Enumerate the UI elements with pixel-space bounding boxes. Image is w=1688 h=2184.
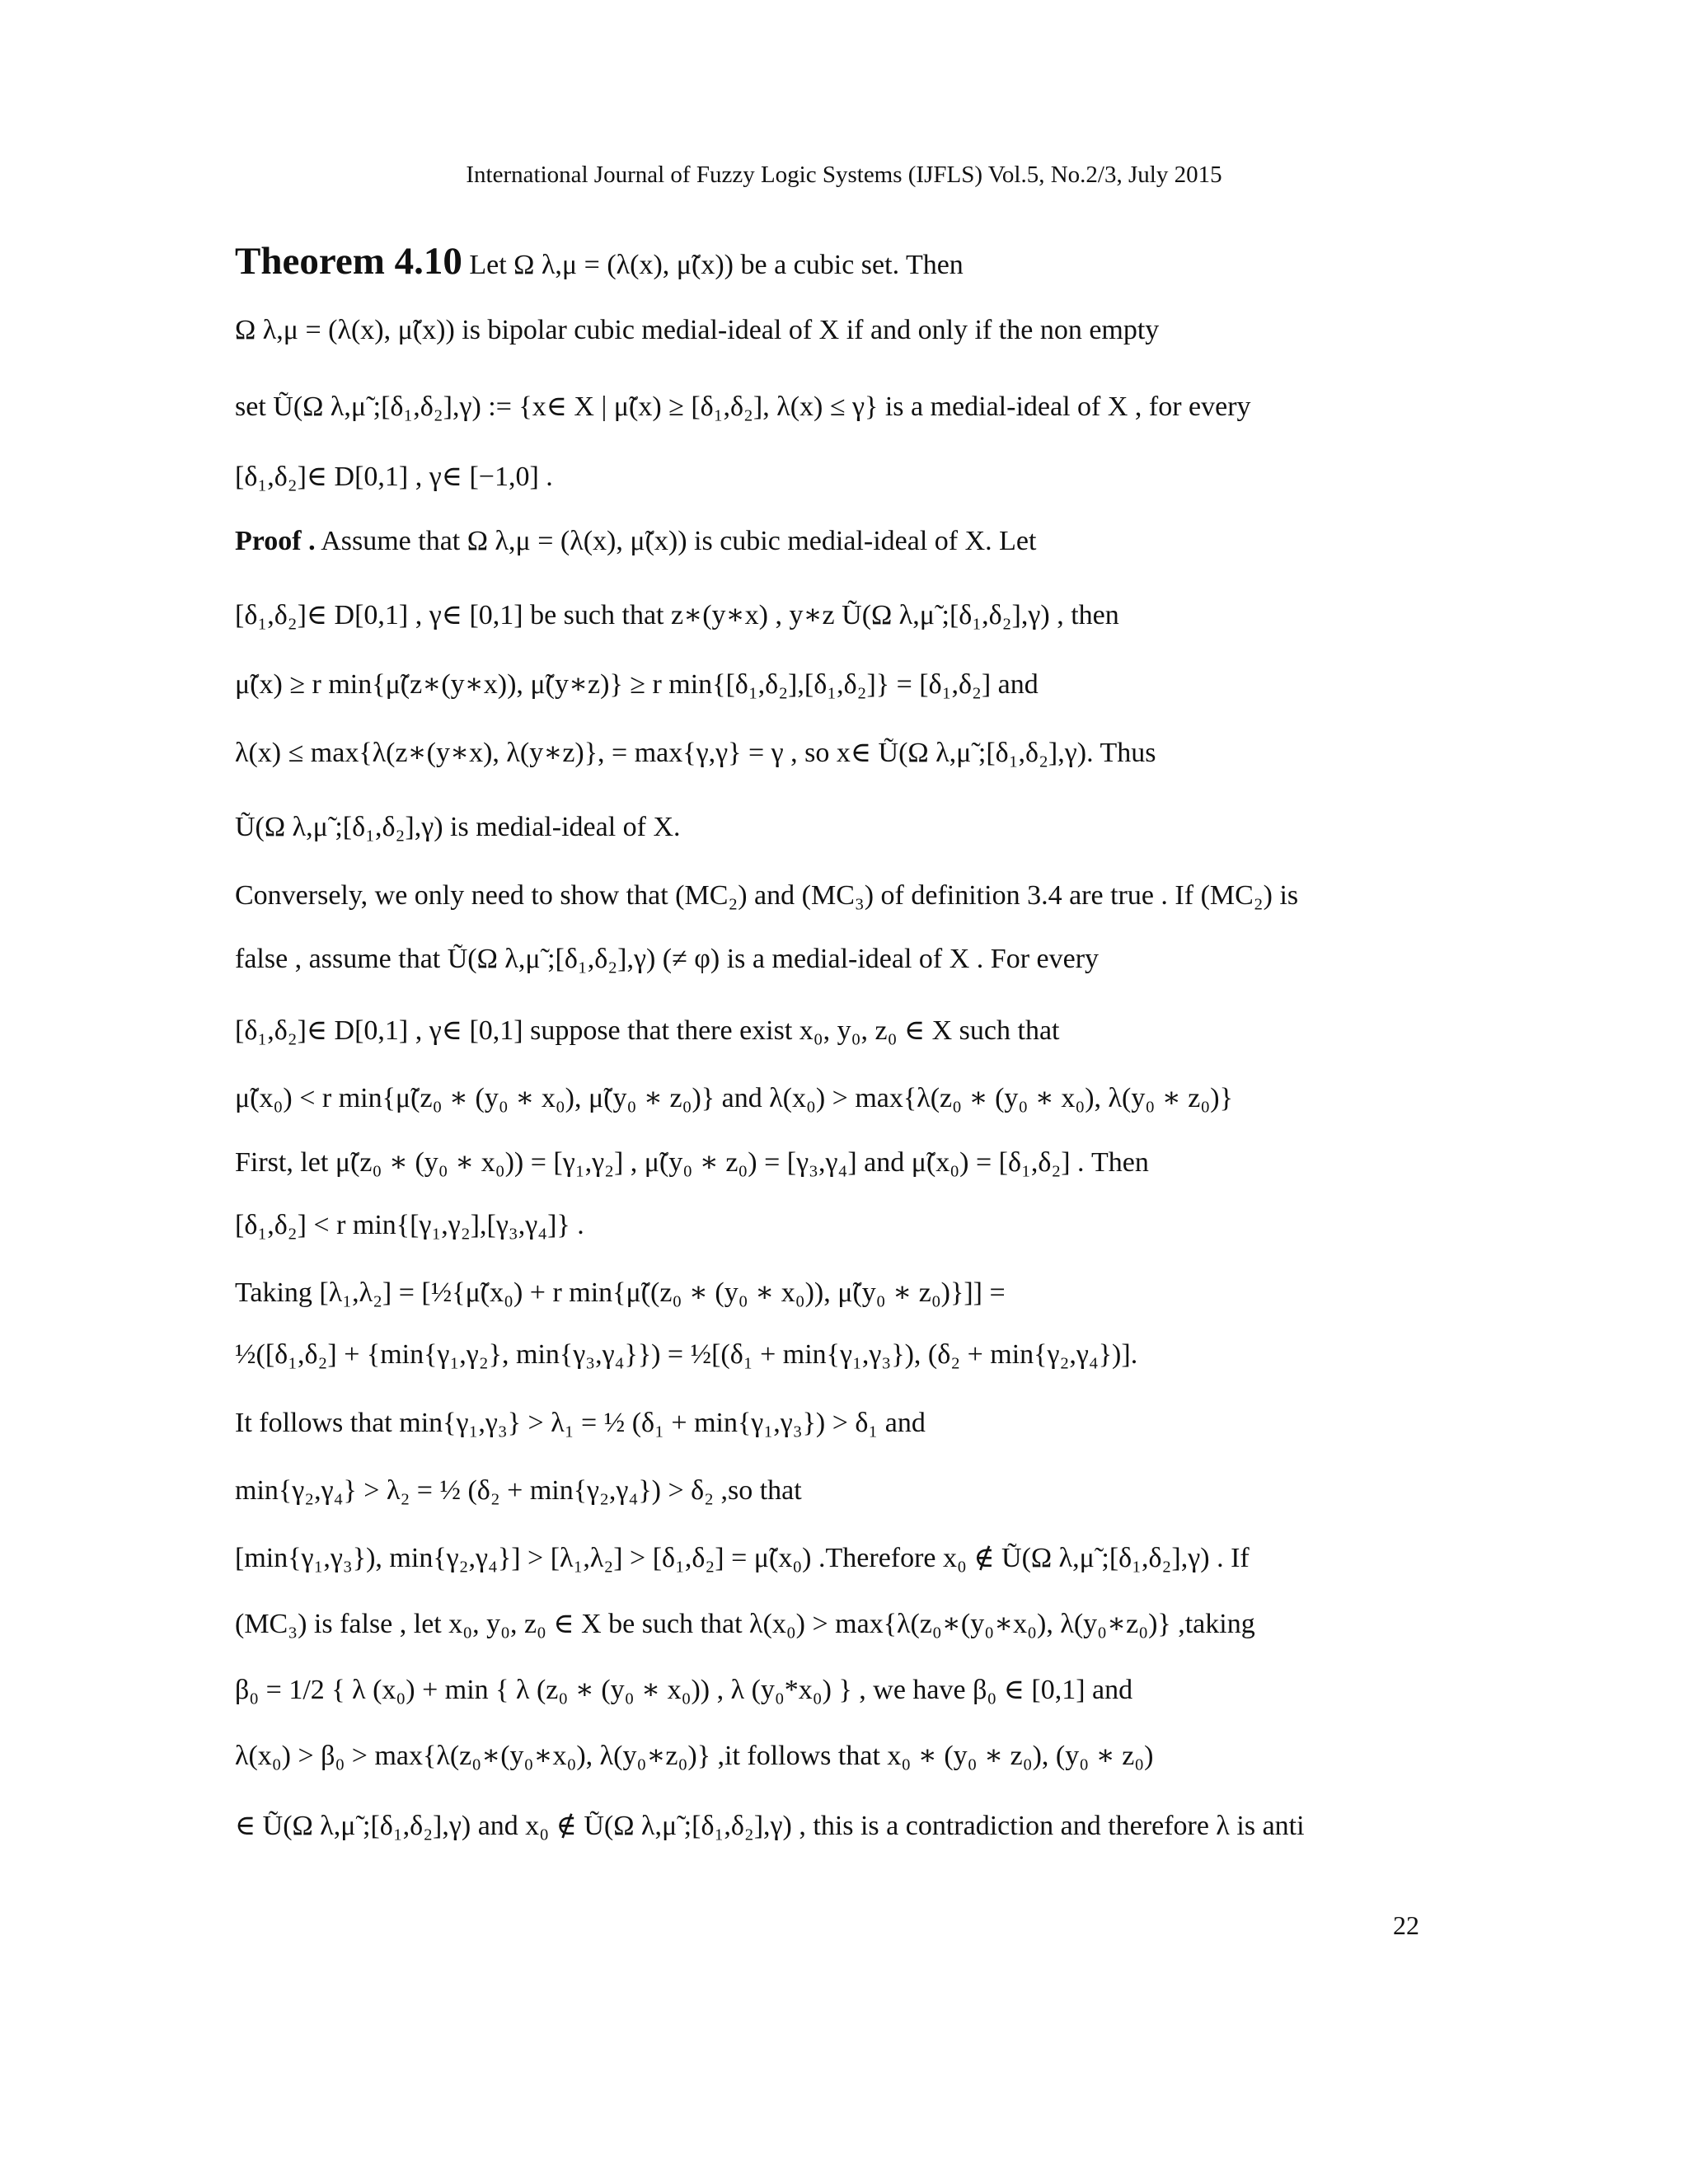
proof-line-6: Conversely, we only need to show that (MC₂) and (MC₃) of definition 3.4 are true . If (MC₂) is	[235, 880, 1299, 911]
proof-line-10: First, let μ̃(z₀ ∗ (y₀ ∗ x₀)) = [γ₁,γ₂] , μ̃(y₀ ∗ z₀) = [γ₃,γ₄] and μ̃(x₀) = [δ₁,δ₂] . Then	[235, 1147, 1149, 1178]
page-number: 22	[1393, 1910, 1419, 1940]
proof-label: Proof .	[235, 526, 316, 556]
proof-line-2: [δ₁,δ₂]∈ D[0,1] , γ∈ [0,1] be such that z∗(y∗x) , y∗z Ũ(Ω λ,μ̃ ;[δ₁,δ₂],γ) , then	[235, 600, 1119, 630]
proof-line-11: [δ₁,δ₂] < r min{[γ₁,γ₂],[γ₃,γ₄]} .	[235, 1210, 584, 1240]
running-header: International Journal of Fuzzy Logic Systems (IJFLS) Vol.5, No.2/3, July 2015	[466, 162, 1222, 188]
proof-line-14: It follows that min{γ₁,γ₃} > λ₁ = ½ (δ₁ + min{γ₁,γ₃}) > δ₁ and	[235, 1408, 926, 1438]
theorem-line-4: [δ₁,δ₂]∈ D[0,1] , γ∈ [−1,0] .	[235, 462, 553, 492]
proof-line-15: min{γ₂,γ₄} > λ₂ = ½ (δ₂ + min{γ₂,γ₄}) > δ₂ ,so that	[235, 1475, 802, 1506]
proof-line-13: ½([δ₁,δ₂] + {min{γ₁,γ₂}, min{γ₃,γ₄}}) = ½[(δ₁ + min{γ₁,γ₃}), (δ₂ + min{γ₂,γ₄})].	[235, 1339, 1138, 1370]
proof-line-8: [δ₁,δ₂]∈ D[0,1] , γ∈ [0,1] suppose that there exist x₀, y₀, z₀ ∈ X such that	[235, 1015, 1060, 1046]
proof-line-5: Ũ(Ω λ,μ̃ ;[δ₁,δ₂],γ) is medial-ideal of X.	[235, 812, 681, 842]
proof-text: Assume that Ω λ,μ = (λ(x), μ̃(x)) is cubic medial-ideal of X. Let	[315, 526, 1037, 556]
theorem-line-3: set Ũ(Ω λ,μ̃ ;[δ₁,δ₂],γ) := {x∈ X | μ̃(x) ≥ [δ₁,δ₂], λ(x) ≤ γ} is a medial-ideal of X , for every	[235, 391, 1251, 422]
proof-line-20: ∈ Ũ(Ω λ,μ̃ ;[δ₁,δ₂],γ) and x₀ ∉ Ũ(Ω λ,μ̃ ;[δ₁,δ₂],γ) , this is a contradiction and therefore λ is anti	[235, 1811, 1305, 1841]
proof-line-18: β₀ = 1/2 { λ (x₀) + min { λ (z₀ ∗ (y₀ ∗ x₀)) , λ (y₀*x₀) } , we have β₀ ∈ [0,1] and	[235, 1675, 1133, 1705]
theorem-line-2: Ω λ,μ = (λ(x), μ̃(x)) is bipolar cubic medial-ideal of X if and only if the non empty	[235, 315, 1160, 345]
theorem-text: Let Ω λ,μ = (λ(x), μ̃(x)) be a cubic set. Then	[462, 250, 964, 280]
proof-line-1	[235, 526, 1455, 557]
proof-line-16: [min{γ₁,γ₃}), min{γ₂,γ₄}] > [λ₁,λ₂] > [δ₁,δ₂] = μ̃(x₀) .Therefore x₀ ∉ Ũ(Ω λ,μ̃ ;[δ₁,δ₂],γ) . If	[235, 1543, 1250, 1573]
proof-line-7: false , assume that Ũ(Ω λ,μ̃ ;[δ₁,δ₂],γ) (≠ φ) is a medial-ideal of X . For every	[235, 944, 1100, 974]
theorem-label: Theorem 4.10	[235, 240, 462, 283]
proof-line-17: (MC₃) is false , let x₀, y₀, z₀ ∈ X be such that λ(x₀) > max{λ(z₀∗(y₀∗x₀), λ(y₀∗z₀)} ,taking	[235, 1609, 1255, 1639]
proof-line-19: λ(x₀) > β₀ > max{λ(z₀∗(y₀∗x₀), λ(y₀∗z₀)} ,it follows that x₀ ∗ (y₀ ∗ z₀), (y₀ ∗ z₀)	[235, 1741, 1154, 1771]
theorem-line-1	[235, 239, 1455, 284]
proof-line-3: μ̃(x) ≥ r min{μ̃(z∗(y∗x)), μ̃(y∗z)} ≥ r min{[δ₁,δ₂],[δ₁,δ₂]} = [δ₁,δ₂] and	[235, 669, 1039, 700]
proof-line-4: λ(x) ≤ max{λ(z∗(y∗x), λ(y∗z)}, = max{γ,γ} = γ , so x∈ Ũ(Ω λ,μ̃ ;[δ₁,δ₂],γ). Thus	[235, 738, 1156, 768]
proof-line-12: Taking [λ₁,λ₂] = [½{μ̃(x₀) + r min{μ̃((z₀ ∗ (y₀ ∗ x₀)), μ̃(y₀ ∗ z₀)}]] =	[235, 1277, 1006, 1308]
proof-line-9: μ̃(x₀) < r min{μ̃(z₀ ∗ (y₀ ∗ x₀), μ̃(y₀ ∗ z₀)} and λ(x₀) > max{λ(z₀ ∗ (y₀ ∗ x₀), λ(y₀ ∗ z₀)}	[235, 1083, 1233, 1113]
